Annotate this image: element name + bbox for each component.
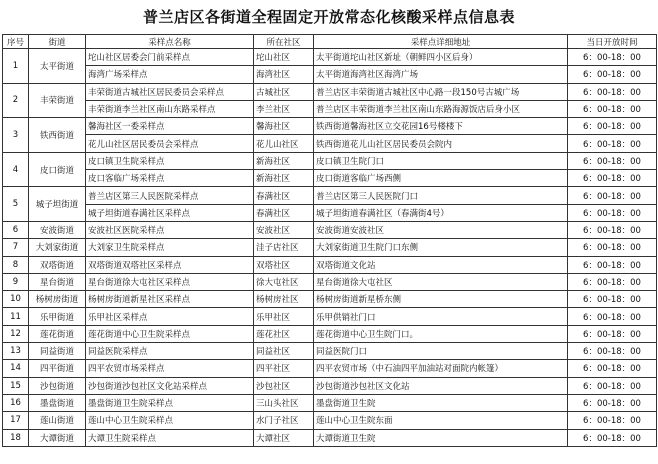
cell-address: 四平农贸市场（中石油四平加油站对面院内帐篷） — [314, 360, 568, 377]
cell-time: 6：00-18：00 — [568, 325, 657, 342]
table-row — [3, 118, 657, 135]
cell-time: 6：00-18：00 — [568, 135, 657, 152]
cell-time: 6：00-18：00 — [568, 239, 657, 256]
cell-site: 皮口镇卫生院采样点 — [86, 152, 254, 169]
cell-community: 新海社区 — [254, 152, 314, 169]
cell-community: 四平社区 — [254, 360, 314, 377]
cell-site: 沙包街道沙包社区文化站采样点 — [86, 377, 254, 394]
cell-address: 莲花街道中心卫生院门口。 — [314, 325, 568, 342]
cell-site: 大谭卫生院采样点 — [86, 429, 254, 446]
cell-site: 大刘家卫生院采样点 — [86, 239, 254, 256]
cell-seq: 9 — [3, 273, 29, 290]
cell-street: 铁西街道 — [29, 118, 86, 153]
cell-time: 6：00-18：00 — [568, 221, 657, 238]
cell-street: 丰荣街道 — [29, 83, 86, 118]
cell-community: 徐大屯社区 — [254, 273, 314, 290]
cell-community: 大谭社区 — [254, 429, 314, 446]
cell-site: 海湾广场采样点 — [86, 66, 254, 83]
cell-address: 墨盘街道卫生院 — [314, 394, 568, 411]
cell-community: 春满社区 — [254, 204, 314, 221]
cell-street: 同益街道 — [29, 343, 86, 360]
cell-site: 莲花街道中心卫生院采样点 — [86, 325, 254, 342]
header-address: 采样点详细地址 — [314, 35, 568, 49]
cell-seq: 6 — [3, 221, 29, 238]
cell-address: 普兰店区丰荣街道古城社区中心路一段150号古城广场 — [314, 83, 568, 100]
cell-time: 6：00-18：00 — [568, 377, 657, 394]
cell-seq: 8 — [3, 256, 29, 273]
cell-seq: 10 — [3, 291, 29, 308]
cell-address: 乐甲供销社门口 — [314, 308, 568, 325]
cell-community: 沙包社区 — [254, 377, 314, 394]
table-row — [3, 221, 657, 238]
cell-site: 坨山社区居委会门前采样点 — [86, 49, 254, 66]
cell-street: 墨盘街道 — [29, 394, 86, 411]
cell-site: 杨树房街道新星社区采样点 — [86, 291, 254, 308]
cell-seq: 15 — [3, 377, 29, 394]
cell-time: 6：00-18：00 — [568, 83, 657, 100]
cell-time: 6：00-18：00 — [568, 256, 657, 273]
cell-address: 皮口街道客临广场西侧 — [314, 170, 568, 187]
cell-community: 同益社区 — [254, 343, 314, 360]
cell-site: 丰荣街道李兰社区南山东路采样点 — [86, 100, 254, 117]
cell-seq: 7 — [3, 239, 29, 256]
cell-street: 安波街道 — [29, 221, 86, 238]
cell-time: 6：00-18：00 — [568, 170, 657, 187]
cell-site: 莲山中心卫生院采样点 — [86, 412, 254, 429]
table-row — [3, 273, 657, 290]
table-body — [3, 49, 657, 447]
cell-address: 铁西街道花儿山社区居民委员会院内 — [314, 135, 568, 152]
cell-community: 古城社区 — [254, 83, 314, 100]
cell-site: 双塔街道双塔社区采样点 — [86, 256, 254, 273]
cell-seq: 17 — [3, 412, 29, 429]
cell-street: 莲花街道 — [29, 325, 86, 342]
cell-seq: 4 — [3, 152, 29, 187]
sampling-points-table — [2, 34, 657, 447]
cell-time: 6：00-18：00 — [568, 118, 657, 135]
cell-time: 6：00-18：00 — [568, 49, 657, 66]
header-site: 采样点名称 — [86, 35, 254, 49]
cell-community: 花儿山社区 — [254, 135, 314, 152]
cell-address: 莲山中心卫生院东面 — [314, 412, 568, 429]
cell-street: 大谭街道 — [29, 429, 86, 446]
cell-seq: 2 — [3, 83, 29, 118]
cell-street: 双塔街道 — [29, 256, 86, 273]
header-street: 街道 — [29, 35, 86, 49]
cell-seq: 5 — [3, 187, 29, 222]
cell-address: 太平街道坨山社区新址（朝鲜四小区后身） — [314, 49, 568, 66]
cell-community: 海湾社区 — [254, 66, 314, 83]
table-row — [3, 204, 657, 221]
cell-site: 城子坦街道春满社区采样点 — [86, 204, 254, 221]
cell-street: 乐甲街道 — [29, 308, 86, 325]
table-row — [3, 377, 657, 394]
cell-site: 丰荣街道古城社区居民委员会采样点 — [86, 83, 254, 100]
cell-site: 皮口客临广场采样点 — [86, 170, 254, 187]
cell-time: 6：00-18：00 — [568, 187, 657, 204]
cell-site: 馨海社区一委采样点 — [86, 118, 254, 135]
cell-community: 新海社区 — [254, 170, 314, 187]
cell-time: 6：00-18：00 — [568, 152, 657, 169]
cell-time: 6：00-18：00 — [568, 308, 657, 325]
cell-time: 6：00-18：00 — [568, 429, 657, 446]
cell-site: 同益医院采样点 — [86, 343, 254, 360]
table-row — [3, 100, 657, 117]
cell-address: 同益医院门口 — [314, 343, 568, 360]
cell-street: 大刘家街道 — [29, 239, 86, 256]
cell-site: 星台街道徐大屯社区采样点 — [86, 273, 254, 290]
cell-site: 墨盘街道卫生院采样点 — [86, 394, 254, 411]
cell-community: 水门子社区 — [254, 412, 314, 429]
table-row — [3, 83, 657, 100]
cell-address: 城子坦街道春满社区（春满街4号） — [314, 204, 568, 221]
cell-community: 李兰社区 — [254, 100, 314, 117]
cell-address: 铁西街道馨海社区立交花园16号楼楼下 — [314, 118, 568, 135]
cell-community: 三山头社区 — [254, 394, 314, 411]
cell-address: 普兰店区第三人民医院门口 — [314, 187, 568, 204]
cell-street: 城子坦街道 — [29, 187, 86, 222]
cell-community: 馨海社区 — [254, 118, 314, 135]
header-community: 所在社区 — [254, 35, 314, 49]
table-row — [3, 291, 657, 308]
cell-street: 杨树房街道 — [29, 291, 86, 308]
cell-seq: 16 — [3, 394, 29, 411]
table-row — [3, 394, 657, 411]
cell-address: 大刘家街道卫生院门口东侧 — [314, 239, 568, 256]
table-row — [3, 66, 657, 83]
cell-time: 6：00-18：00 — [568, 66, 657, 83]
cell-street: 沙包街道 — [29, 377, 86, 394]
header-time: 当日开放时间 — [568, 35, 657, 49]
cell-address: 皮口镇卫生院门口 — [314, 152, 568, 169]
cell-time: 6：00-18：00 — [568, 343, 657, 360]
table-row — [3, 187, 657, 204]
cell-street: 皮口街道 — [29, 152, 86, 187]
cell-community: 洼子店社区 — [254, 239, 314, 256]
cell-site: 花儿山社区居民委员会采样点 — [86, 135, 254, 152]
cell-street: 星台街道 — [29, 273, 86, 290]
table-row — [3, 412, 657, 429]
table-header-row — [3, 35, 657, 49]
cell-community: 乐甲社区 — [254, 308, 314, 325]
table-row — [3, 170, 657, 187]
table-row — [3, 239, 657, 256]
header-seq: 序号 — [3, 35, 29, 49]
cell-community: 坨山社区 — [254, 49, 314, 66]
table-row — [3, 256, 657, 273]
table-row — [3, 49, 657, 66]
table-row — [3, 429, 657, 446]
cell-seq: 12 — [3, 325, 29, 342]
cell-time: 6：00-18：00 — [568, 100, 657, 117]
cell-address: 安波街道安波社区 — [314, 221, 568, 238]
cell-seq: 11 — [3, 308, 29, 325]
cell-address: 大谭街道卫生院 — [314, 429, 568, 446]
cell-street: 四平街道 — [29, 360, 86, 377]
cell-community: 春满社区 — [254, 187, 314, 204]
cell-address: 太平街道海湾社区海湾广场 — [314, 66, 568, 83]
cell-site: 四平农贸市场采样点 — [86, 360, 254, 377]
cell-time: 6：00-18：00 — [568, 204, 657, 221]
table-row — [3, 308, 657, 325]
cell-community: 杨树房社区 — [254, 291, 314, 308]
cell-time: 6：00-18：00 — [568, 394, 657, 411]
cell-time: 6：00-18：00 — [568, 412, 657, 429]
table-row — [3, 152, 657, 169]
cell-address: 普兰店区丰荣街道李兰社区南山东路海源饭店后身小区 — [314, 100, 568, 117]
cell-address: 杨树房街道新星桥东侧 — [314, 291, 568, 308]
cell-seq: 14 — [3, 360, 29, 377]
cell-street: 莲山街道 — [29, 412, 86, 429]
table-row — [3, 343, 657, 360]
cell-seq: 3 — [3, 118, 29, 153]
cell-seq: 1 — [3, 49, 29, 84]
cell-time: 6：00-18：00 — [568, 273, 657, 290]
cell-address: 双塔街道文化站 — [314, 256, 568, 273]
table-row — [3, 325, 657, 342]
cell-seq: 18 — [3, 429, 29, 446]
cell-site: 安波社区医院采样点 — [86, 221, 254, 238]
cell-address: 星台街道徐大屯社区 — [314, 273, 568, 290]
table-row — [3, 135, 657, 152]
cell-seq: 13 — [3, 343, 29, 360]
cell-site: 普兰店区第三人民医院采样点 — [86, 187, 254, 204]
cell-site: 乐甲社区采样点 — [86, 308, 254, 325]
cell-community: 双塔社区 — [254, 256, 314, 273]
cell-community: 安波社区 — [254, 221, 314, 238]
cell-time: 6：00-18：00 — [568, 360, 657, 377]
table-row — [3, 360, 657, 377]
cell-street: 太平街道 — [29, 49, 86, 84]
cell-community: 莲花社区 — [254, 325, 314, 342]
cell-time: 6：00-18：00 — [568, 291, 657, 308]
page-title: 普兰店区各街道全程固定开放常态化核酸采样点信息表 — [142, 8, 515, 26]
cell-address: 沙包街道沙包社区文化站 — [314, 377, 568, 394]
